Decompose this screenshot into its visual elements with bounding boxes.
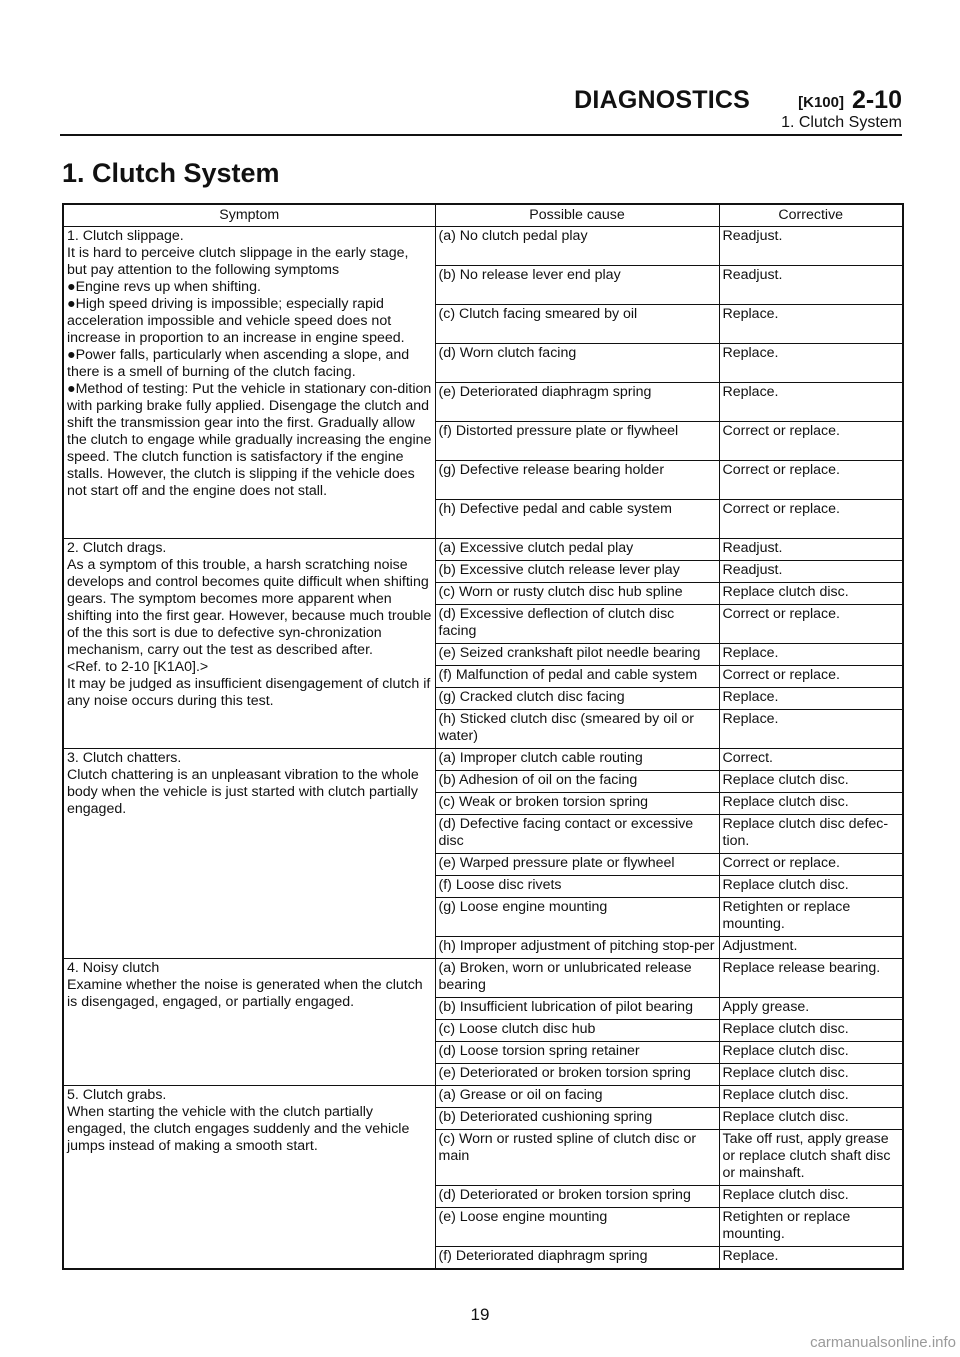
table-row	[63, 749, 903, 771]
page-number: 19	[470, 1305, 490, 1324]
cause-cell: (c) Worn or rusted spline of clutch disc or main	[435, 1130, 719, 1186]
column-header-possible-cause: Possible cause	[435, 204, 719, 227]
cause-cell: (e) Loose engine mounting	[435, 1208, 719, 1247]
page-title: 1. Clutch System	[62, 158, 280, 188]
page-header	[60, 86, 902, 132]
cause-cell: (c) Loose clutch disc hub	[435, 1020, 719, 1042]
corrective-cell: Replace clutch disc defec-tion.	[719, 815, 903, 854]
cause-cell: (h) Sticked clutch disc (smeared by oil or water)	[435, 710, 719, 749]
corrective-cell: Retighten or replace mounting.	[719, 1208, 903, 1247]
corrective-cell: Correct or replace.	[719, 666, 903, 688]
symptom-cell: 2. Clutch drags. As a symptom of this trouble, a harsh scratching noise develops and control becomes quite difficult when shifting gears. The symptom becomes more apparent when shifting into the first gear. However, because much trouble of the this sort is due to defective syn-chronization mechanism, carry out the test as described after. <Ref. to 2-10 [K1A0].> It may be judged as insufficient disengagement of clutch if any noise occurs during this test.	[63, 539, 435, 749]
table-row	[63, 1086, 903, 1108]
cause-cell: (b) Adhesion of oil on the facing	[435, 771, 719, 793]
corrective-cell: Adjustment.	[719, 937, 903, 959]
cause-cell: (h) Improper adjustment of pitching stop-per	[435, 937, 719, 959]
cause-cell: (b) Deteriorated cushioning spring	[435, 1108, 719, 1130]
corrective-cell: Readjust.	[719, 561, 903, 583]
corrective-cell: Replace clutch disc.	[719, 1086, 903, 1108]
corrective-cell: Readjust.	[719, 227, 903, 266]
corrective-cell: Replace clutch disc.	[719, 1064, 903, 1086]
corrective-cell: Correct or replace.	[719, 422, 903, 461]
table-row	[63, 539, 903, 561]
cause-cell: (a) No clutch pedal play	[435, 227, 719, 266]
symptom-cell: 3. Clutch chatters. Clutch chattering is an unpleasant vibration to the whole body when the vehicle is just started with clutch partially engaged.	[63, 749, 435, 959]
cause-cell: (c) Worn or rusty clutch disc hub spline	[435, 583, 719, 605]
cause-cell: (b) Insufficient lubrication of pilot bearing	[435, 998, 719, 1020]
corrective-cell: Replace clutch disc.	[719, 771, 903, 793]
cause-cell: (d) Excessive deflection of clutch disc facing	[435, 605, 719, 644]
cause-cell: (g) Loose engine mounting	[435, 898, 719, 937]
cause-cell: (g) Cracked clutch disc facing	[435, 688, 719, 710]
corrective-cell: Apply grease.	[719, 998, 903, 1020]
corrective-cell: Replace.	[719, 344, 903, 383]
corrective-cell: Readjust.	[719, 266, 903, 305]
corrective-cell: Replace.	[719, 1247, 903, 1270]
header-divider	[60, 134, 902, 136]
corrective-cell: Correct.	[719, 749, 903, 771]
corrective-cell: Replace.	[719, 305, 903, 344]
corrective-cell: Replace.	[719, 383, 903, 422]
cause-cell: (d) Loose torsion spring retainer	[435, 1042, 719, 1064]
cause-cell: (a) Improper clutch cable routing	[435, 749, 719, 771]
corrective-cell: Correct or replace.	[719, 854, 903, 876]
cause-cell: (e) Deteriorated or broken torsion spring	[435, 1064, 719, 1086]
cause-cell: (h) Defective pedal and cable system	[435, 500, 719, 539]
table-body	[63, 227, 903, 1270]
cause-cell: (f) Distorted pressure plate or flywheel	[435, 422, 719, 461]
corrective-cell: Replace clutch disc.	[719, 1108, 903, 1130]
column-header-symptom: Symptom	[63, 204, 435, 227]
section-title: DIAGNOSTICS	[574, 86, 750, 114]
cause-cell: (d) Deteriorated or broken torsion spring	[435, 1186, 719, 1208]
corrective-cell: Replace clutch disc.	[719, 1042, 903, 1064]
cause-cell: (a) Grease or oil on facing	[435, 1086, 719, 1108]
corrective-cell: Replace release bearing.	[719, 959, 903, 998]
cause-cell: (e) Seized crankshaft pilot needle bearing	[435, 644, 719, 666]
cause-cell: (e) Deteriorated diaphragm spring	[435, 383, 719, 422]
cause-cell: (f) Deteriorated diaphragm spring	[435, 1247, 719, 1270]
header-row	[63, 204, 903, 227]
subsection-title: 1. Clutch System	[781, 114, 902, 131]
diagnostics-table	[62, 203, 904, 1270]
corrective-cell: Replace clutch disc.	[719, 1020, 903, 1042]
corrective-cell: Replace.	[719, 710, 903, 749]
table-row	[63, 959, 903, 998]
cause-cell: (f) Malfunction of pedal and cable system	[435, 666, 719, 688]
cause-cell: (b) No release lever end play	[435, 266, 719, 305]
corrective-cell: Replace clutch disc.	[719, 1186, 903, 1208]
cause-cell: (d) Defective facing contact or excessive disc	[435, 815, 719, 854]
section-code: [K100]	[798, 94, 844, 111]
column-header-corrective: Corrective	[719, 204, 903, 227]
corrective-cell: Take off rust, apply grease or replace clutch shaft disc or mainshaft.	[719, 1130, 903, 1186]
cause-cell: (b) Excessive clutch release lever play	[435, 561, 719, 583]
symptom-cell: 1. Clutch slippage. It is hard to perceive clutch slippage in the early stage, but pay attention to the following symptoms ●Engine revs up when shifting. ●High speed driving is impossible; especially rapid acceleration impossible and vehicle speed does not increase in proportion to an increase in engine speed. ●Power falls, particularly when ascending a slope, and there is a smell of burning of the clutch facing. ●Method of testing: Put the vehicle in stationary con-dition with parking brake fully applied. Disengage the clutch and shift the transmission gear into the first. Gradually allow the clutch to engage while gradually increasing the engine speed. The clutch function is satisfactory if the engine stalls. However, the clutch is slipping if the vehicle does not start off and the engine does not stall.	[63, 227, 435, 539]
corrective-cell: Replace clutch disc.	[719, 876, 903, 898]
cause-cell: (e) Warped pressure plate or flywheel	[435, 854, 719, 876]
table-row	[63, 227, 903, 266]
corrective-cell: Correct or replace.	[719, 605, 903, 644]
cause-cell: (a) Excessive clutch pedal play	[435, 539, 719, 561]
table-header	[63, 204, 903, 227]
corrective-cell: Readjust.	[719, 539, 903, 561]
corrective-cell: Replace.	[719, 688, 903, 710]
corrective-cell: Replace clutch disc.	[719, 793, 903, 815]
cause-cell: (c) Clutch facing smeared by oil	[435, 305, 719, 344]
cause-cell: (g) Defective release bearing holder	[435, 461, 719, 500]
corrective-cell: Correct or replace.	[719, 461, 903, 500]
section-number: 2-10	[851, 86, 902, 114]
symptom-cell: 4. Noisy clutch Examine whether the noise is generated when the clutch is disengaged, engaged, or partially engaged.	[63, 959, 435, 1086]
corrective-cell: Replace.	[719, 644, 903, 666]
watermark: carmanualsonline.info	[810, 1334, 956, 1351]
corrective-cell: Correct or replace.	[719, 500, 903, 539]
cause-cell: (c) Weak or broken torsion spring	[435, 793, 719, 815]
corrective-cell: Retighten or replace mounting.	[719, 898, 903, 937]
cause-cell: (f) Loose disc rivets	[435, 876, 719, 898]
symptom-cell: 5. Clutch grabs. When starting the vehicle with the clutch partially engaged, the clutch engages suddenly and the vehicle jumps instead of making a smooth start.	[63, 1086, 435, 1270]
cause-cell: (a) Broken, worn or unlubricated release bearing	[435, 959, 719, 998]
cause-cell: (d) Worn clutch facing	[435, 344, 719, 383]
corrective-cell: Replace clutch disc.	[719, 583, 903, 605]
